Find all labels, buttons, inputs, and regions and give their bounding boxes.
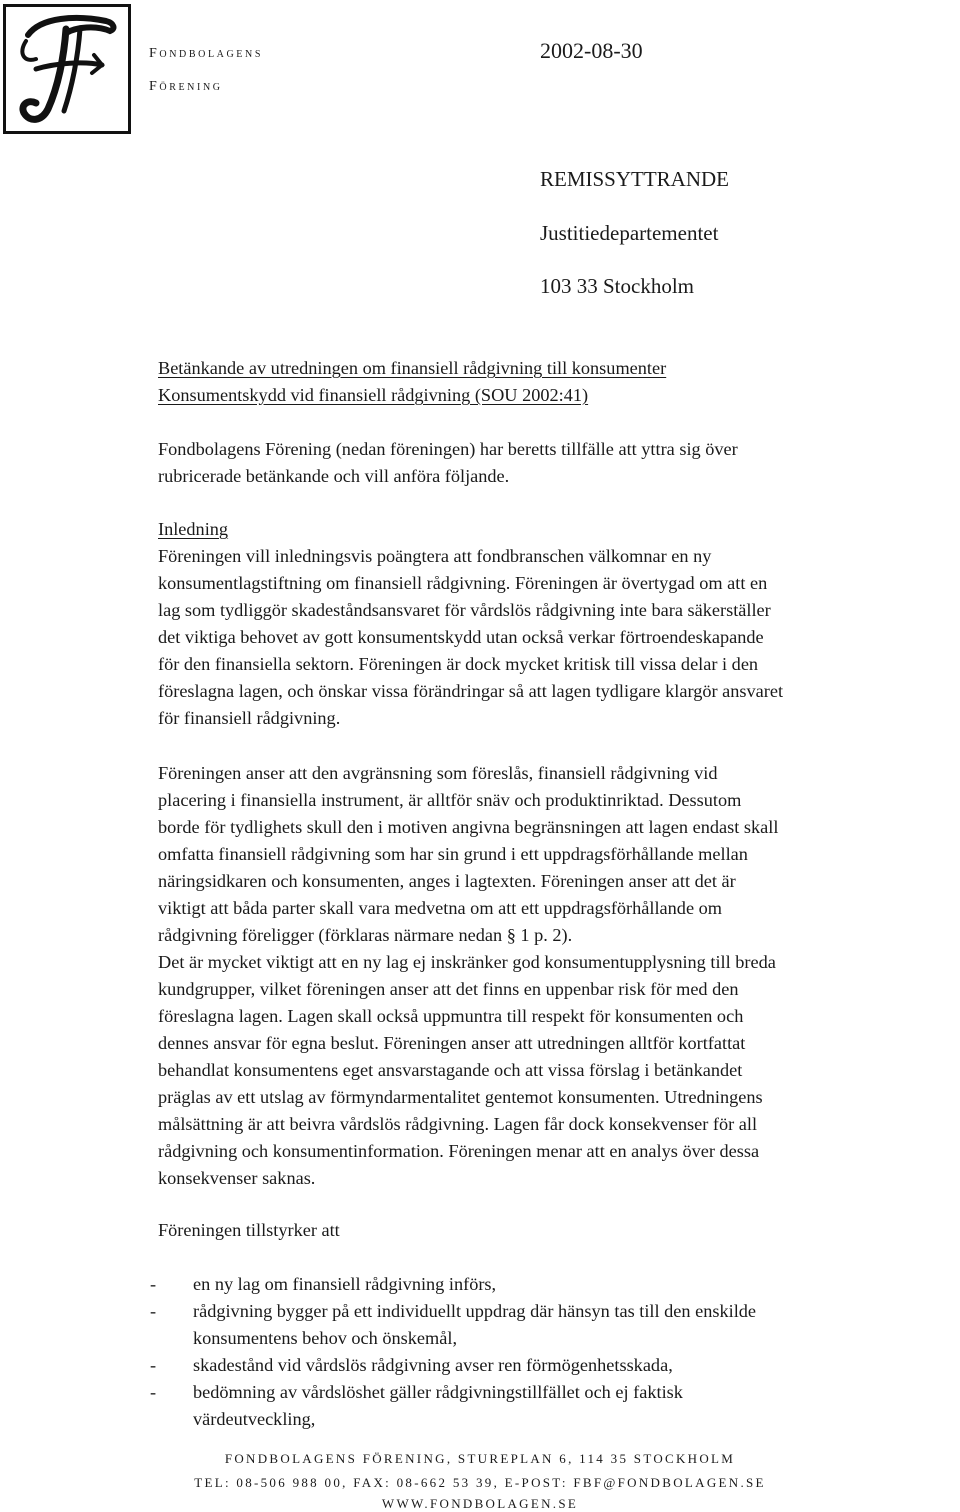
paragraph-line: Föreningen vill inledningsvis poängtera att fondbranschen välkomnar en ny (158, 546, 712, 566)
paragraph-line: dennes ansvar för egna beslut. Föreningen anser att utredningen alltför kortfattat (158, 1033, 746, 1053)
section-inledning (158, 516, 958, 732)
paragraph-line: konsumentlagstiftning om finansiell rådgivning. Föreningen är övertygad om att en (158, 573, 768, 593)
subject-line-1: Betänkande av utredningen om finansiell rådgivning till konsumenter (158, 358, 667, 378)
paragraph-line: kundgrupper, vilket föreningen anser att det finns en uppenbar risk för med den (158, 979, 739, 999)
paragraph-line: rådgivning och konsumentinformation. Föreningen menar att en analys över dessa (158, 1141, 760, 1161)
list-item-text: en ny lag om finansiell rådgivning införs, (193, 1274, 497, 1294)
list-item-text: rådgivning bygger på ett individuellt uppdrag där hänsyn tas till den enskilde (193, 1301, 757, 1321)
intro-line: Fondbolagens Förening (nedan föreningen) har beretts tillfälle att yttra sig över (158, 439, 738, 459)
paragraph-line: målsättning är att beivra vårdslös rådgivning. Lagen får dock konsekvenser för all (158, 1114, 758, 1134)
logo (3, 4, 131, 134)
list-item (150, 1298, 950, 1352)
bullet-dash: - (150, 1355, 157, 1375)
bullet-dash: - (150, 1382, 157, 1402)
list-item-text: skadestånd vid vårdslös rådgivning avser ren förmögenhetsskada, (193, 1355, 673, 1375)
list-item-text: bedömning av vårdslöshet gäller rådgivningstillfället och ej faktisk (193, 1382, 683, 1402)
subject-line-2: Konsumentskydd vid finansiell rådgivning (SOU 2002:41) (158, 385, 589, 405)
paragraph-line: föreslagna lagen. Lagen skall också uppmuntra till respekt för konsumenten och (158, 1006, 744, 1026)
list-item-text: värdeutveckling, (193, 1409, 316, 1429)
intro-paragraph (158, 436, 958, 490)
bullet-dash: - (150, 1274, 157, 1294)
footer-contact-text: TEL: 08-506 988 00, FAX: 08-662 53 39, E-POST: FBF@FONDBOLAGEN.SE (194, 1475, 766, 1490)
paragraph-line: för finansiell rådgivning. (158, 708, 341, 728)
paragraph-line: föreslagna lagen, och önskar vissa förändringar så att lagen tydligare klargör ansvaret (158, 681, 784, 701)
intro-line: rubricerade betänkande och vill anföra följande. (158, 466, 510, 486)
recipient-address: 103 33 Stockholm (540, 274, 695, 298)
paragraph-line: för den finansiella sektorn. Föreningen är dock mycket kritisk till vissa delar i den (158, 654, 759, 674)
footer-address (0, 1451, 960, 1467)
paragraph-line: viktigt att båda parter skall vara medvetna om att ett uppdragsförhållande om (158, 898, 722, 918)
paragraph-line: det viktiga behovet av gott konsumentskydd utan också verkar förtroendeskapande (158, 627, 764, 647)
paragraph-line: präglas av ett utslag av förmyndarmentalitet gentemot konsumenten. Utredningens (158, 1087, 763, 1107)
footer-web (0, 1496, 960, 1512)
document-date: 2002-08-30 (540, 38, 643, 63)
footer-address-text: FONDBOLAGENS FÖRENING, STUREPLAN 6, 114 35 STOCKHOLM (224, 1451, 736, 1466)
list-item (150, 1271, 950, 1298)
recipient: Justitiedepartementet (540, 221, 719, 245)
footer-contact (0, 1475, 960, 1491)
paragraph-line: Föreningen anser att den avgränsning som föreslås, finansiell rådgivning vid (158, 763, 718, 783)
section-heading: Inledning (158, 519, 229, 539)
paragraph-line: rådgivning föreligger (förklaras närmare nedan § 1 p. 2). (158, 925, 573, 945)
list-item (150, 1352, 950, 1379)
org-name-line2: Förening (149, 79, 223, 94)
f-monogram-icon (6, 7, 128, 131)
document-type: REMISSYTTRANDE (540, 167, 730, 191)
paragraph-line: Det är mycket viktigt att en ny lag ej inskränker god konsumentupplysning till breda (158, 952, 776, 972)
subject (158, 355, 958, 409)
bullet-dash: - (150, 1301, 157, 1321)
list-item (150, 1379, 950, 1433)
tillstyrker-lead: Föreningen tillstyrker att (158, 1220, 340, 1240)
paragraph-line: omfatta finansiell rådgivning som har sin grund i ett uppdragsförhållande mellan (158, 844, 748, 864)
footer-website-link[interactable]: WWW.FONDBOLAGEN.SE (381, 1496, 579, 1511)
org-name-line1: Fondbolagens (149, 46, 263, 61)
paragraph-line: konsekvenser saknas. (158, 1168, 316, 1188)
paragraph-line: behandlat konsumentens eget ansvarstagande och att vissa förslag i betänkandet (158, 1060, 743, 1080)
paragraph-line: placering i finansiella instrument, är alltför snäv och produktinriktad. Dessutom (158, 790, 742, 810)
paragraph-line: näringsidkaren och konsumenten, anges i lagtexten. Föreningen anser att det är (158, 871, 736, 891)
paragraph-line: borde för tydlighets skull den i motiven angivna begränsningen att lagen endast skall (158, 817, 779, 837)
bullet-list (150, 1271, 950, 1433)
list-item-text: konsumentens behov och önskemål, (193, 1328, 458, 1348)
paragraph-line: lag som tydliggör skadeståndsansvaret för vårdslös rådgivning inte bara säkerställer (158, 600, 771, 620)
section-avgransning (158, 760, 958, 1192)
